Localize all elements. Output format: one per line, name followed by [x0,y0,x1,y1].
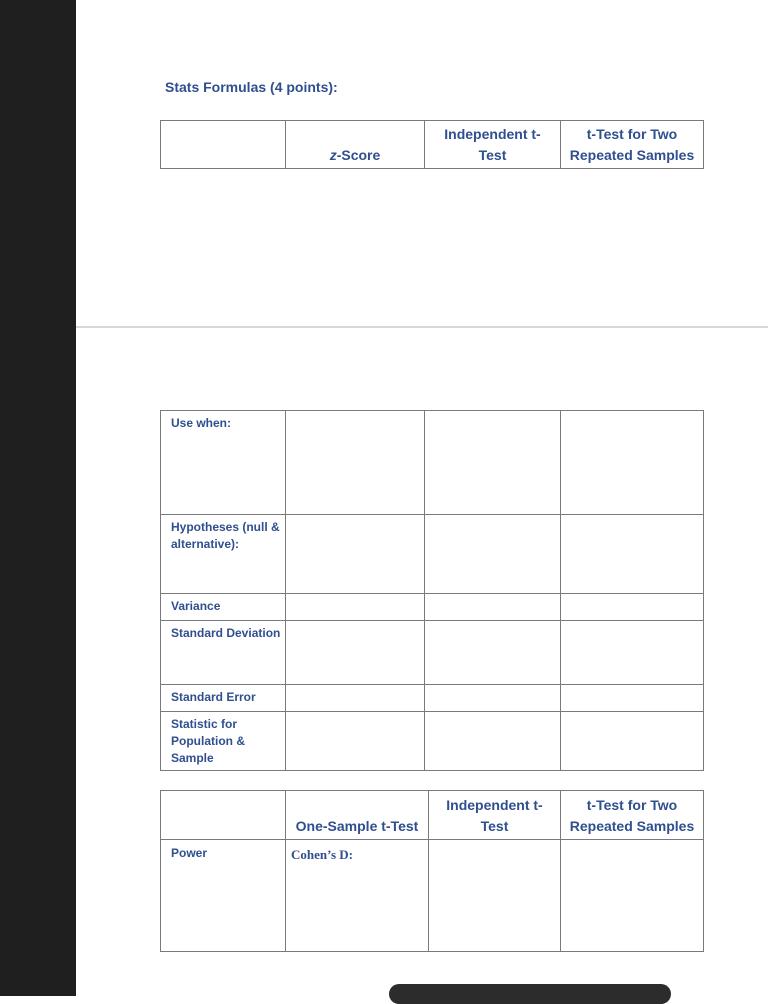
formulas-header-table [160,120,704,169]
table-row [161,411,704,515]
page-break-divider [76,326,768,328]
formulas-body-table [160,410,704,771]
header-independent-t-test: Independent t- Test [429,791,561,840]
answer-cell[interactable] [286,621,425,685]
section-title: Stats Formulas (4 points): [165,79,338,95]
answer-cell[interactable] [561,594,704,621]
table-row [161,712,704,771]
row-label-statistic: Statistic for Population & Sample [161,712,286,771]
row-label-use-when: Use when: [161,411,286,515]
answer-cell[interactable] [561,685,704,712]
row-label-variance: Variance [161,594,286,621]
answer-cell[interactable] [561,621,704,685]
row-label-power: Power [161,840,286,952]
table-row [161,685,704,712]
cohens-d-cell[interactable]: Cohen’s D: [286,840,429,952]
header-repeated-samples: t-Test for Two Repeated Samples [561,121,704,169]
floating-toolbar[interactable] [389,984,671,1004]
power-table [160,790,704,952]
row-label-standard-error: Standard Error [161,685,286,712]
answer-cell[interactable] [286,411,425,515]
table-row [161,594,704,621]
answer-cell[interactable] [561,515,704,594]
answer-cell[interactable] [286,515,425,594]
answer-cell[interactable] [429,840,561,952]
answer-cell[interactable] [561,840,704,952]
answer-cell[interactable] [425,621,561,685]
answer-cell[interactable] [425,712,561,771]
header-one-sample-t-test: One-Sample t-Test [286,791,429,840]
answer-cell[interactable] [425,515,561,594]
answer-cell[interactable] [286,685,425,712]
answer-cell[interactable] [286,712,425,771]
row-label-standard-deviation: Standard Deviation [161,621,286,685]
answer-cell[interactable] [425,685,561,712]
table-row [161,840,704,952]
header-z-score: z-Score [286,121,425,169]
sidebar-dark-panel [0,0,76,996]
answer-cell[interactable] [425,411,561,515]
row-label-hypotheses: Hypotheses (null & alternative): [161,515,286,594]
answer-cell[interactable] [425,594,561,621]
header-repeated-samples: t-Test for Two Repeated Samples [561,791,704,840]
answer-cell[interactable] [286,594,425,621]
table-row [161,515,704,594]
answer-cell[interactable] [561,712,704,771]
table-row [161,621,704,685]
answer-cell[interactable] [561,411,704,515]
header-empty-cell [161,791,286,840]
header-independent-t-test: Independent t- Test [425,121,561,169]
header-empty-cell [161,121,286,169]
